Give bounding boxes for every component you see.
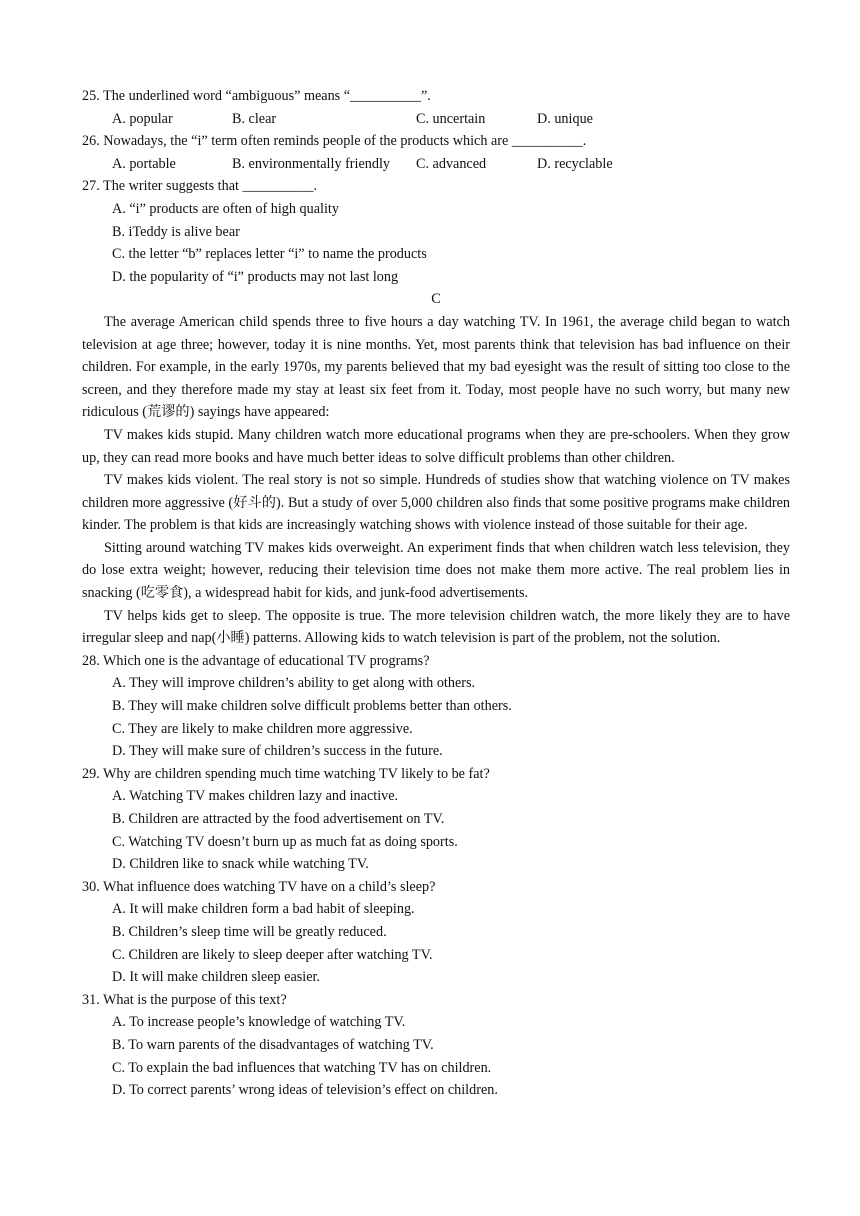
question-27-option-d: D. the popularity of “i” products may not last long [112, 268, 399, 285]
question-27-option-c: C. the letter “b” replaces letter “i” to name the products [112, 246, 427, 263]
question-25-option-c: C. uncertain [416, 110, 486, 127]
question-30-option-d: D. It will make children sleep easier. [112, 969, 321, 986]
section-heading: C [431, 291, 441, 308]
question-30-stem: 30. What influence does watching TV have on a child’s sleep? [82, 878, 436, 895]
question-26-options [82, 153, 790, 176]
question-30-option-b: B. Children’s sleep time will be greatly reduced. [112, 923, 387, 940]
question-26-option-d: D. recyclable [537, 155, 613, 172]
question-29-option-a: A. Watching TV makes children lazy and inactive. [112, 788, 399, 805]
question-25-option-a: A. popular [112, 110, 173, 127]
question-28-option-a: A. They will improve children’s ability to get along with others. [112, 675, 476, 692]
question-28-option-c: C. They are likely to make children more aggressive. [112, 720, 413, 737]
passage-paragraph: TV makes kids violent. The real story is not so simple. Hundreds of studies show that watching violence on TV makes children more aggressive (好斗的). But a study of over 5,000 children also finds that some positive programs make children kinder. The problem is that kids are increasingly watching shows with violence instead of those suitable for their age. [82, 472, 790, 534]
question-27-option-a: A. “i” products are often of high quality [112, 200, 339, 217]
question-29-option-d: D. Children like to snack while watching TV. [112, 856, 369, 873]
question-26-option-a: A. portable [112, 155, 176, 172]
question-26-stem: 26. Nowadays, the “i” term often reminds people of the products which are __________. [82, 133, 587, 150]
question-25-options [82, 108, 790, 131]
question-27-option-b: B. iTeddy is alive bear [112, 223, 240, 240]
question-25-stem: 25. The underlined word “ambiguous” means “__________”. [82, 88, 431, 104]
question-29-option-b: B. Children are attracted by the food advertisement on TV. [112, 811, 445, 827]
question-31-option-a: A. To increase people’s knowledge of watching TV. [112, 1014, 406, 1031]
question-25-option-d: D. unique [537, 110, 593, 127]
question-31-stem: 31. What is the purpose of this text? [82, 991, 287, 1008]
question-28-option-b: B. They will make children solve difficult problems better than others. [112, 698, 512, 715]
question-26-option-b: B. environmentally friendly [232, 155, 390, 172]
question-29-option-c: C. Watching TV doesn’t burn up as much fat as doing sports. [112, 833, 458, 850]
passage-paragraph: The average American child spends three to five hours a day watching TV. In 1961, the average child began to watch television at age three; however, today it is nine months. Yet, most parents think that television has bad influence on their children. For example, in the early 1970s, my parents believed that my bad eyesight was the result of sitting too close to the screen, and they therefore made my stay at least six feet from it. Today, most people have no such worry, but many new ridiculous (荒谬的) sayings have appeared: [82, 313, 790, 421]
question-31-option-c: C. To explain the bad influences that watching TV has on children. [112, 1059, 492, 1076]
question-26-option-c: C. advanced [416, 155, 487, 172]
passage-paragraph: TV makes kids stupid. Many children watch more educational programs when they are pre-schoolers. When they grow up, they can read more books and have much better ideas to solve difficult problems than other children. [82, 426, 790, 466]
question-31-option-d: D. To correct parents’ wrong ideas of television’s effect on children. [112, 1082, 498, 1099]
question-30-option-a: A. It will make children form a bad habit of sleeping. [112, 901, 415, 918]
passage-paragraph: TV helps kids get to sleep. The opposite is true. The more television children watch, the more likely they are to have irregular sleep and nap(小睡) patterns. Allowing kids to watch television is part of the problem, not the solution. [82, 607, 790, 647]
passage-paragraph: Sitting around watching TV makes kids overweight. An experiment finds that when children watch less television, they do lose extra weight; however, reducing their television time does not make them more active. The real problem lies in snacking (吃零食), a widespread habit for kids, and junk-food advertisements. [82, 539, 790, 602]
question-31-option-b: B. To warn parents of the disadvantages of watching TV. [112, 1036, 434, 1053]
question-30-option-c: C. Children are likely to sleep deeper after watching TV. [112, 946, 433, 963]
question-29-stem: 29. Why are children spending much time watching TV likely to be fat? [82, 765, 490, 782]
question-28-option-d: D. They will make sure of children’s success in the future. [112, 743, 443, 760]
question-25-option-b: B. clear [232, 110, 277, 127]
question-27-stem: 27. The writer suggests that __________. [82, 178, 317, 195]
question-28-stem: 28. Which one is the advantage of educational TV programs? [82, 652, 430, 669]
